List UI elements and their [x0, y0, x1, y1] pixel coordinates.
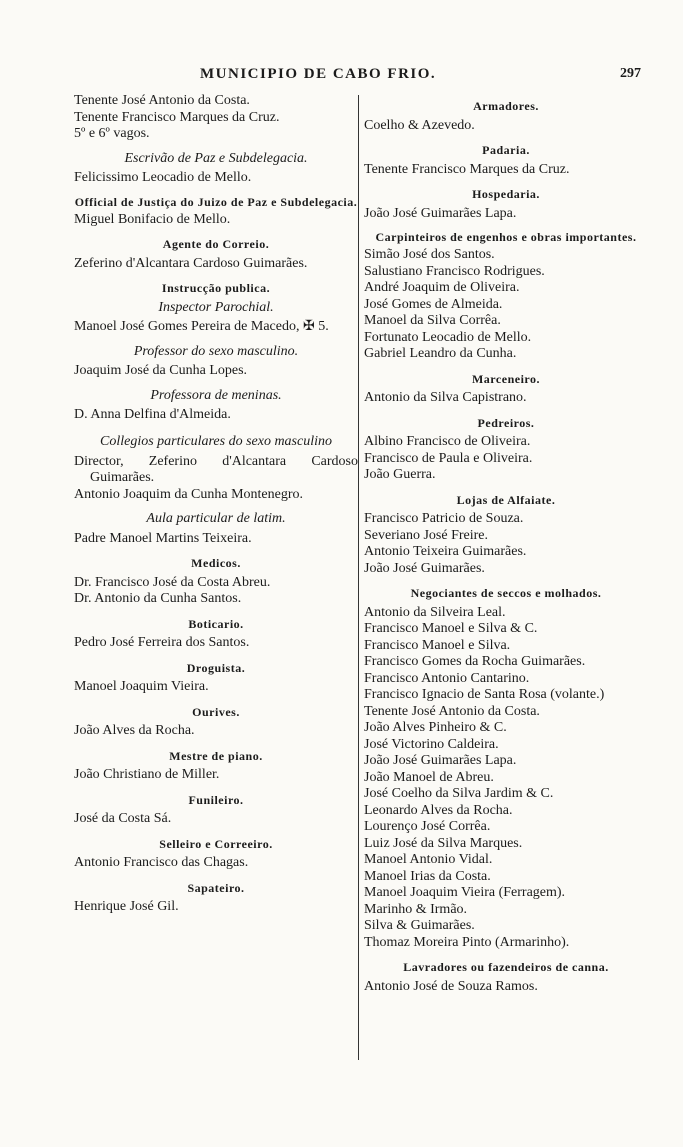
directory-entry: Director, Zeferino d'Alcantara Cardoso Guimarães.	[74, 453, 358, 485]
section-heading: Armadores.	[473, 99, 539, 113]
directory-entry: Antonio Francisco das Chagas.	[74, 855, 249, 870]
left-column	[74, 93, 358, 916]
directory-entry: 5º e 6º vagos.	[74, 126, 150, 141]
directory-entry: Dr. Antonio da Cunha Santos.	[74, 591, 242, 606]
section-heading: Medicos.	[191, 556, 241, 570]
directory-entry: Antonio Teixeira Guimarães.	[364, 544, 527, 559]
directory-entry: João José Guimarães Lapa.	[364, 753, 517, 768]
directory-entry: Manoel Antonio Vidal.	[364, 852, 493, 867]
directory-entry: André Joaquim de Oliveira.	[364, 280, 520, 295]
directory-entry: Salustiano Francisco Rodrigues.	[364, 263, 545, 279]
directory-entry: Joaquim José da Cunha Lopes.	[74, 363, 248, 378]
directory-entry: Dr. Francisco José da Costa Abreu.	[74, 574, 271, 590]
directory-entry: Manoel Joaquim Vieira (Ferragem).	[364, 885, 566, 900]
section-heading: Padaria.	[482, 143, 530, 157]
directory-entry: Antonio Joaquim da Cunha Montenegro.	[74, 486, 304, 502]
directory-entry: Thomaz Moreira Pinto (Armarinho).	[364, 934, 570, 950]
directory-entry: Francisco Ignacio de Santa Rosa (volante.)	[364, 687, 605, 702]
directory-entry: Antonio da Silva Capistrano.	[364, 390, 527, 405]
directory-entry: José Coelho da Silva Jardim & C.	[364, 786, 554, 801]
section-heading: Funileiro.	[188, 792, 244, 807]
directory-entry: Manoel Irias da Costa.	[364, 868, 491, 884]
directory-entry: Zeferino d'Alcantara Cardoso Guimarães.	[74, 255, 308, 271]
directory-entry: Francisco Manoel e Silva & C.	[364, 621, 538, 636]
section-heading: Hospedaria.	[472, 187, 540, 201]
directory-entry: Manoel José Gomes Pereira de Macedo, ✠ 5.	[74, 319, 329, 334]
directory-entry: José Victorino Caldeira.	[364, 736, 499, 752]
subheading: Aula particular de latim.	[146, 511, 286, 526]
column-divider	[358, 95, 359, 1060]
directory-entry: Manoel Joaquim Vieira.	[74, 679, 209, 694]
directory-entry: Antonio José de Souza Ramos.	[364, 978, 538, 994]
directory-entry: João Alves da Rocha.	[74, 723, 195, 738]
directory-entry: João Guerra.	[364, 467, 436, 482]
directory-entry: Francisco de Paula e Oliveira.	[364, 450, 533, 466]
section-heading: Pedreiros.	[477, 415, 535, 430]
directory-entry: João Manoel de Abreu.	[364, 769, 494, 785]
directory-entry: Albino Francisco de Oliveira.	[364, 434, 531, 449]
directory-entry: Antonio da Silveira Leal.	[364, 604, 506, 620]
directory-entry: Henrique José Gil.	[74, 899, 179, 914]
directory-entry: Gabriel Leandro da Cunha.	[364, 346, 517, 361]
directory-entry: Padre Manoel Martins Teixeira.	[74, 530, 252, 546]
directory-entry: Lourenço José Corrêa.	[364, 819, 491, 834]
right-column	[364, 93, 648, 995]
directory-entry: Fortunato Leocadio de Mello.	[364, 329, 532, 345]
section-heading: Instrucção publica.	[161, 281, 271, 295]
subheading: Inspector Parochial.	[158, 299, 274, 315]
directory-entry: Francisco Patricio de Souza.	[364, 511, 524, 526]
section-heading: Official de Justiça do Juizo de Paz e Subdelegacia.	[74, 194, 358, 209]
subheading: Collegios particulares do sexo masculino	[99, 433, 333, 449]
directory-entry: Severiano José Freire.	[364, 527, 489, 543]
section-heading: Negociantes de seccos e molhados.	[410, 586, 602, 600]
directory-entry: Coelho & Azevedo.	[364, 117, 475, 133]
directory-entry: Tenente José Antonio da Costa.	[74, 93, 250, 108]
directory-entry: Tenente Francisco Marques da Cruz.	[74, 109, 280, 125]
directory-entry: João José Guimarães.	[364, 560, 485, 576]
directory-entry: João Alves Pinheiro & C.	[364, 720, 507, 735]
section-heading: Ourives.	[192, 704, 240, 719]
directory-entry: Miguel Bonifacio de Mello.	[74, 211, 231, 227]
directory-entry: Simão José dos Santos.	[364, 247, 495, 262]
page-title: MUNICIPIO DE CABO FRIO.	[200, 66, 437, 82]
page-header	[0, 66, 683, 88]
directory-entry: Francisco Antonio Cantarino.	[364, 670, 530, 686]
directory-entry: Manoel da Silva Corrêa.	[364, 313, 501, 328]
directory-entry: Francisco Manoel e Silva.	[364, 637, 511, 653]
page-number: 297	[620, 66, 641, 81]
directory-entry: Marinho & Irmão.	[364, 901, 468, 917]
section-heading: Carpinteiros de engenhos e obras importantes.	[375, 230, 637, 244]
directory-entry: José Gomes de Almeida.	[364, 296, 503, 312]
directory-entry: Tenente Francisco Marques da Cruz.	[364, 161, 570, 177]
directory-entry: Silva & Guimarães.	[364, 918, 475, 933]
section-heading: Mestre de piano.	[169, 748, 263, 763]
directory-entry: José da Costa Sá.	[74, 811, 172, 826]
directory-entry: Pedro José Ferreira dos Santos.	[74, 635, 250, 650]
section-heading: Selleiro e Correeiro.	[159, 836, 273, 851]
directory-entry: João José Guimarães Lapa.	[364, 205, 517, 221]
subheading: Professor do sexo masculino.	[133, 343, 299, 359]
section-heading: Lavradores ou fazendeiros de canna.	[403, 960, 609, 974]
directory-entry: João Christiano de Miller.	[74, 767, 220, 782]
section-heading: Sapateiro.	[187, 880, 245, 895]
section-heading: Boticario.	[188, 616, 244, 631]
section-heading: Marceneiro.	[471, 371, 541, 386]
directory-entry: Francisco Gomes da Rocha Guimarães.	[364, 654, 586, 669]
directory-entry: Leonardo Alves da Rocha.	[364, 802, 513, 818]
directory-entry: Tenente José Antonio da Costa.	[364, 703, 540, 719]
directory-entry: D. Anna Delfina d'Almeida.	[74, 407, 231, 422]
directory-entry: Felicissimo Leocadio de Mello.	[74, 170, 252, 185]
subheading: Professora de meninas.	[150, 387, 282, 403]
section-heading: Agente do Correio.	[162, 237, 270, 251]
section-heading: Lojas de Alfaiate.	[456, 492, 556, 507]
section-heading: Droguista.	[186, 660, 246, 675]
subheading: Escrivão de Paz e Subdelegacia.	[124, 150, 308, 166]
directory-entry: Luiz José da Silva Marques.	[364, 835, 523, 851]
